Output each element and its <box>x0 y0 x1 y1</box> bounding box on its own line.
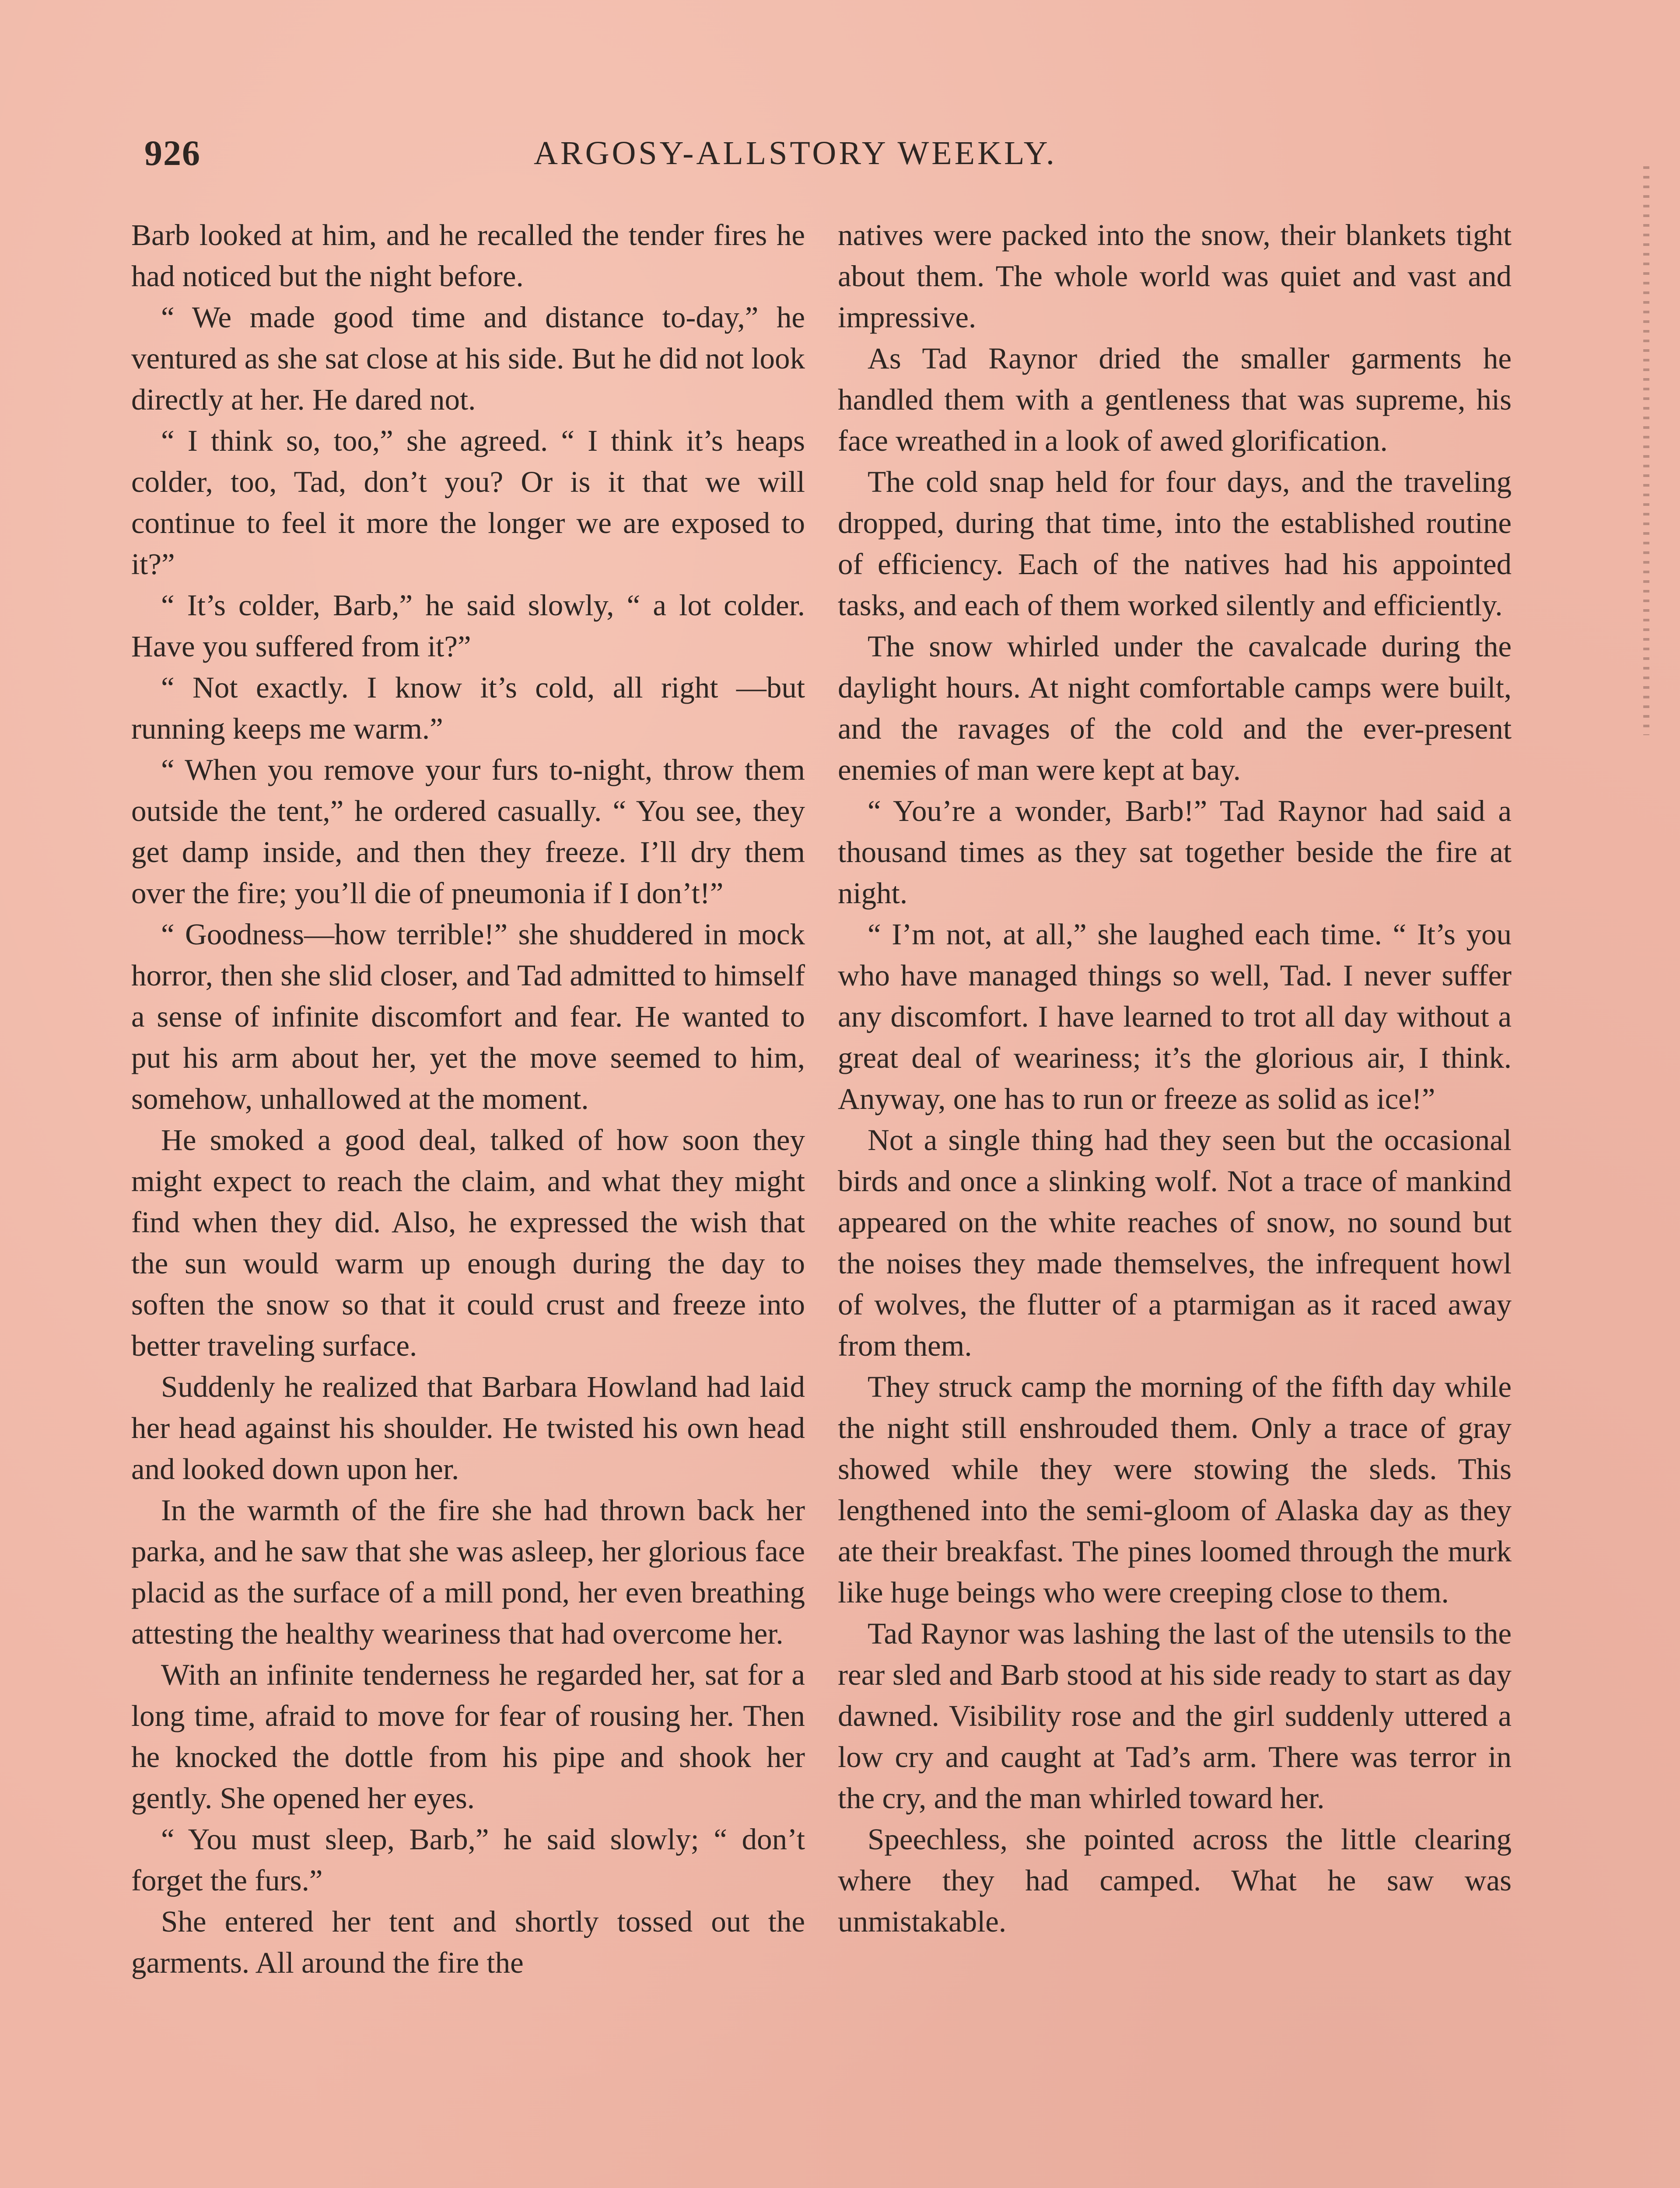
paragraph: “ We made good time and distance to-day,” he ventured as she sat close at his side. But he did not look directly at her. He dared not. <box>131 301 805 416</box>
paragraph: “ You must sleep, Barb,” he said slowly; “ don’t forget the furs.” <box>131 1823 805 1897</box>
binding-margin-marks <box>1643 166 1649 735</box>
page-number: 926 <box>144 133 201 173</box>
paragraph: The snow whirled under the cavalcade during the daylight hours. At night comfortable camps were built, and the ravages of the cold and the ever-present enemies of man were kept at bay. <box>838 630 1512 786</box>
paragraph: Barb looked at him, and he recalled the tender fires he had noticed but the night before. <box>131 218 805 293</box>
paragraph: As Tad Raynor dried the smaller garments he handled them with a gentleness that was supreme, his face wreathed in a look of awed glorification. <box>838 342 1512 457</box>
paragraph: The cold snap held for four days, and the traveling dropped, during that time, into the established routine of efficiency. Each of the natives had his appointed tasks, and each of them worked silently and efficiently. <box>838 465 1512 622</box>
left-column <box>131 214 805 2188</box>
paragraph: Speechless, she pointed across the little clearing where they had camped. What he saw was unmistakable. <box>838 1823 1512 1938</box>
paragraph: “ When you remove your furs to-night, throw them outside the tent,” he ordered casually. “ You see, they get damp inside, and then they freeze. I’ll dry them over the fire; you’ll die of pneumonia if I don’t!” <box>131 753 805 910</box>
paragraph: “ I think so, too,” she agreed. “ I think it’s heaps colder, too, Tad, don’t you? Or is it that we will continue to feel it more the longer we are exposed to it?” <box>131 424 805 581</box>
right-column <box>838 214 1512 2188</box>
paragraph: In the warmth of the fire she had thrown back her parka, and he saw that she was asleep, her glorious face placid as the surface of a mill pond, her even breathing attesting the healthy weariness that had overcome her. <box>131 1494 805 1650</box>
paragraph: Suddenly he realized that Barbara Howland had laid her head against his shoulder. He twisted his own head and looked down upon her. <box>131 1370 805 1486</box>
paragraph: Tad Raynor was lashing the last of the utensils to the rear sled and Barb stood at his side ready to start as day dawned. Visibility rose and the girl suddenly uttered a low cry and caught at Tad’s arm. There was terror in the cry, and the man whirled toward her. <box>838 1617 1512 1815</box>
paragraph: She entered her tent and shortly tossed out the garments. All around the fire the <box>131 1905 805 1979</box>
paragraph: “ I’m not, at all,” she laughed each time. “ It’s you who have managed things so well, Tad. I never suffer any discomfort. I have learned to trot all day without a great deal of weariness; it’s the glorious air, I think. Anyway, one has to run or freeze as solid as ice!” <box>838 918 1512 1115</box>
paragraph: They struck camp the morning of the fifth day while the night still enshrouded them. Only a trace of gray showed while they were stowing the sleds. This lengthened into the semi-gloom of Alaska day as they ate their breakfast. The pines loomed through the murk like huge beings who were creeping close to them. <box>838 1370 1512 1609</box>
paragraph: With an infinite tenderness he regarded her, sat for a long time, afraid to move for fear of rousing her. Then he knocked the dottle from his pipe and shook her gently. She opened her eyes. <box>131 1658 805 1815</box>
running-head: ARGOSY-ALLSTORY WEEKLY. <box>534 135 1057 172</box>
paragraph: “ You’re a wonder, Barb!” Tad Raynor had said a thousand times as they sat together beside the fire at night. <box>838 794 1512 910</box>
paragraph: Not a single thing had they seen but the occasional birds and once a slinking wolf. Not a trace of mankind appeared on the white reaches of snow, no sound but the noises they made themselves, the infrequent howl of wolves, the flutter of a ptarmigan as it raced away from them. <box>838 1123 1512 1362</box>
paragraph: “ Goodness—how terrible!” she shuddered in mock horror, then she slid closer, and Tad admitted to himself a sense of infinite discomfort and fear. He wanted to put his arm about her, yet the move seemed to him, somehow, unhallowed at the moment. <box>131 918 805 1115</box>
paragraph: “ It’s colder, Barb,” he said slowly, “ a lot colder. Have you suffered from it?” <box>131 589 805 663</box>
page-header <box>144 131 1566 184</box>
paragraph: natives were packed into the snow, their blankets tight about them. The whole world was quiet and vast and impressive. <box>838 218 1512 334</box>
paragraph: “ Not exactly. I know it’s cold, all right —but running keeps me warm.” <box>131 671 805 745</box>
paragraph: He smoked a good deal, talked of how soon they might expect to reach the claim, and what they might find when they did. Also, he expressed the wish that the sun would warm up enough during the day to soften the snow so that it could crust and freeze into better traveling surface. <box>131 1123 805 1362</box>
